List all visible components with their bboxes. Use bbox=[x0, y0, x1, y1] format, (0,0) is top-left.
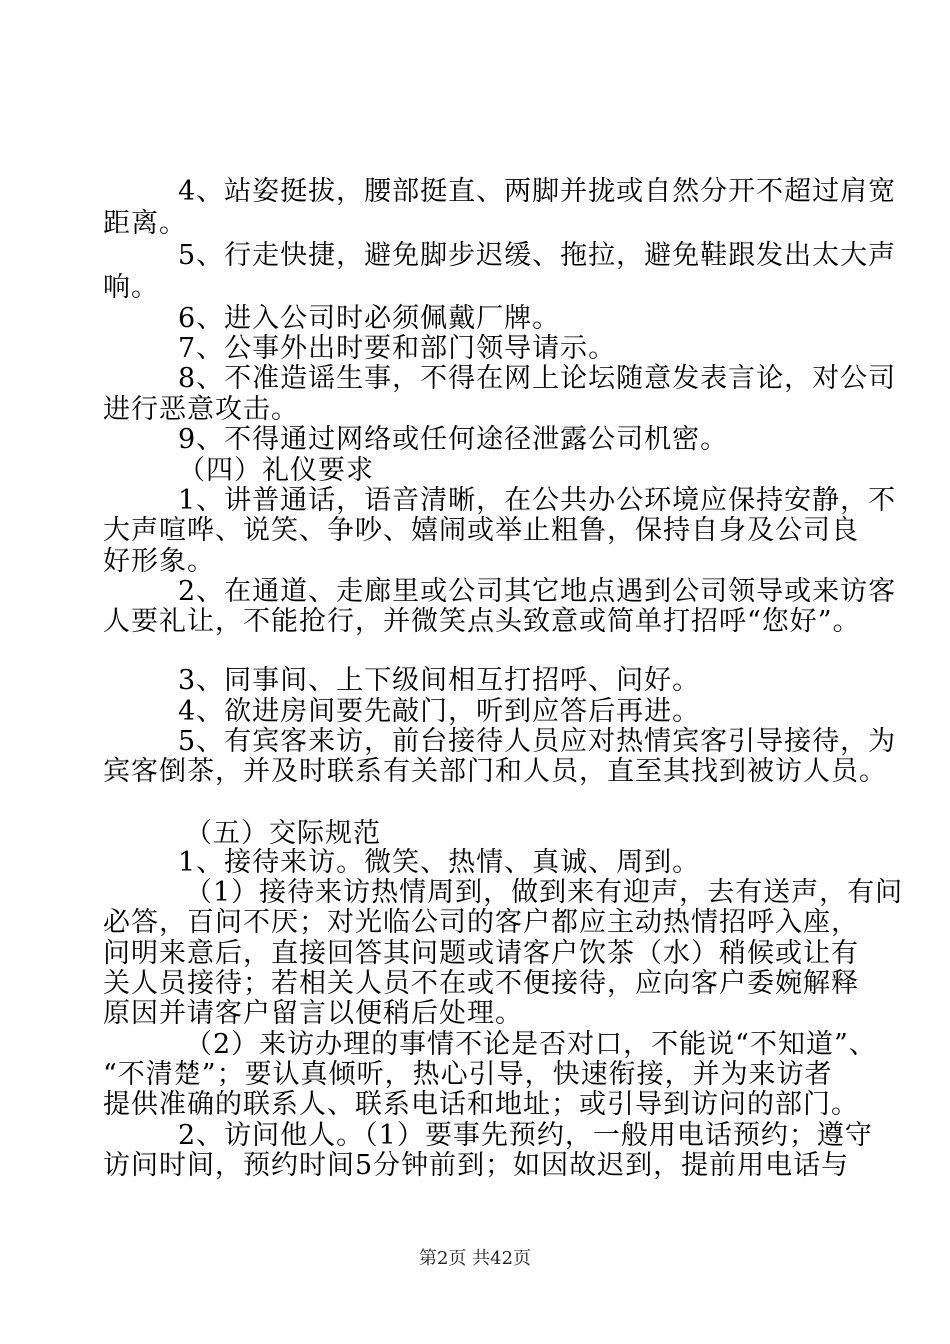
section-heading: （四）礼仪要求 bbox=[178, 455, 374, 486]
text-line: 1、接待来访。微笑、热情、真诚、周到。 bbox=[178, 847, 701, 878]
text-line: 3、同事间、上下级间相互打招呼、问好。 bbox=[178, 665, 701, 696]
text-line: 5、有宾客来访，前台接待人员应对热情宾客引导接待，为 bbox=[178, 726, 897, 757]
text-line: 1、讲普通话，语音清晰，在公共办公环境应保持安静，不 bbox=[178, 485, 897, 516]
text-line: 原因并请客户留言以便稍后处理。 bbox=[103, 998, 523, 1029]
section-heading: （五）交际规范 bbox=[185, 818, 381, 849]
text-line: 宾客倒茶，并及时联系有关部门和人员，直至其找到被访人员。 bbox=[103, 756, 887, 787]
text-line: 4、站姿挺拔，腰部挺直、两脚并拢或自然分开不超过肩宽 bbox=[178, 176, 897, 207]
text-line: 距离。 bbox=[103, 208, 187, 239]
text-line: 2、访问他人。（1）要事先预约，一般用电话预约；遵守 bbox=[178, 1120, 873, 1151]
text-line: （1）接待来访热情周到，做到来有迎声，去有送声，有问 bbox=[185, 877, 904, 908]
text-line: 必答，百问不厌；对光临公司的客户都应主动热情招呼入座， bbox=[103, 907, 859, 938]
text-line: 好形象。 bbox=[103, 546, 215, 577]
text-line: 2、在通道、走廊里或公司其它地点遇到公司领导或来访客 bbox=[178, 576, 897, 607]
text-line: 大声喧哗、说笑、争吵、嬉闹或举止粗鲁，保持自身及公司良 bbox=[103, 515, 859, 546]
text-line: 4、欲进房间要先敲门，听到应答后再进。 bbox=[178, 696, 701, 727]
text-line: 提供准确的联系人、联系电话和地址；或引导到访问的部门。 bbox=[103, 1089, 859, 1120]
text-line: 7、公事外出时要和部门领导请示。 bbox=[178, 333, 617, 364]
text-line: 人要礼让，不能抢行，并微笑点头致意或简单打招呼“您好”。 bbox=[103, 606, 861, 637]
text-line: 问明来意后，直接回答其问题或请客户饮茶（水）稍候或让有 bbox=[103, 938, 859, 969]
text-line: 8、不准造谣生事，不得在网上论坛随意发表言论，对公司 bbox=[178, 363, 897, 394]
text-line: 进行恶意攻击。 bbox=[103, 394, 299, 425]
text-line: 访问时间，预约时间5分钟前到；如因故迟到，提前用电话与 bbox=[103, 1150, 850, 1181]
page-number-footer: 第2页 共42页 bbox=[418, 1248, 532, 1269]
text-line: 9、不得通过网络或任何途径泄露公司机密。 bbox=[178, 424, 729, 455]
text-line: （2）来访办理的事情不论是否对口，不能说“不知道”、 bbox=[185, 1029, 877, 1060]
text-line: 响。 bbox=[103, 272, 159, 303]
text-line: 关人员接待；若相关人员不在或不便接待，应向客户委婉解释 bbox=[103, 968, 859, 999]
text-line: “不清楚”；要认真倾听，热心引导，快速衔接，并为来访者 bbox=[103, 1059, 833, 1090]
text-line: 6、进入公司时必须佩戴厂牌。 bbox=[178, 303, 561, 334]
text-line: 5、行走快捷，避免脚步迟缓、拖拉，避免鞋跟发出太大声 bbox=[178, 240, 897, 271]
